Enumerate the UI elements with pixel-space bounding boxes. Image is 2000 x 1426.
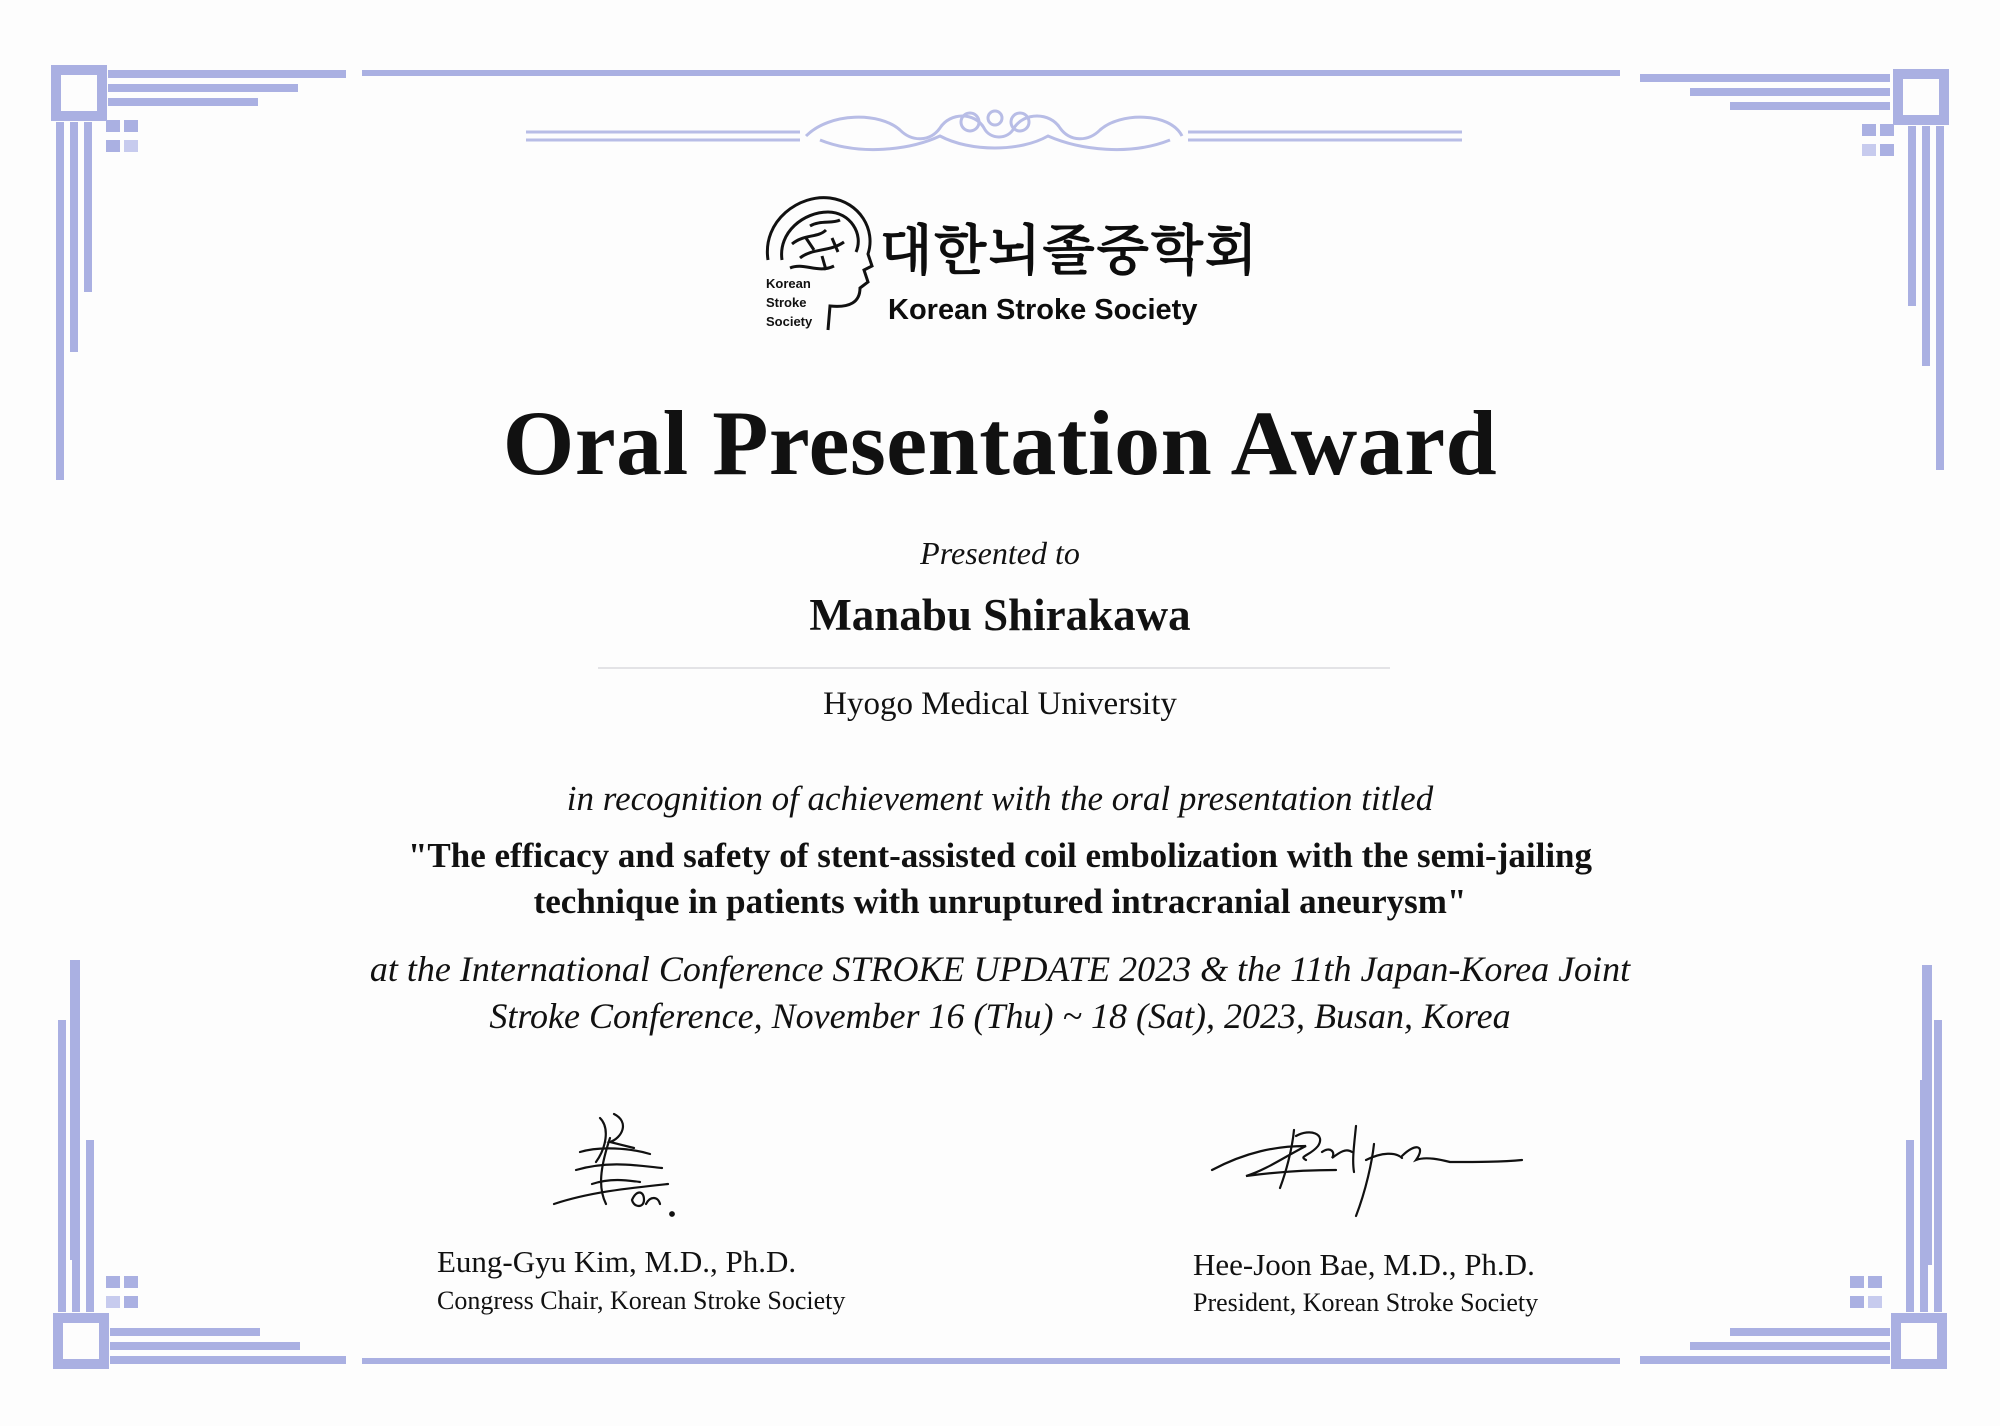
logo-mark-line: Stroke	[766, 295, 807, 310]
signature-left	[540, 1108, 700, 1226]
corner-top-left	[56, 70, 346, 412]
logo-mark-line: Society	[766, 314, 813, 329]
signatory-role-left: Congress Chair, Korean Stroke Society	[437, 1286, 846, 1315]
logo-mark-line: Korean	[766, 276, 811, 291]
ornament-scroll-icon	[526, 111, 1462, 150]
society-logo	[760, 190, 1260, 340]
logo-english-name: Korean Stroke Society	[888, 294, 1198, 326]
recipient-name: Manabu Shirakawa	[809, 590, 1191, 640]
presentation-title-line: technique in patients with unruptured intracranial aneurysm"	[533, 882, 1467, 921]
recipient-affiliation: Hyogo Medical University	[823, 686, 1177, 722]
logo-korean-name: 대한뇌졸중학회	[880, 219, 1260, 282]
conference-details	[0, 946, 2000, 1040]
conference-line: Stroke Conference, November 16 (Thu) ~ 18 (Sat), 2023, Busan, Korea	[489, 996, 1511, 1036]
presented-to-label: Presented to	[920, 535, 1080, 571]
signatory-name-left: Eung-Gyu Kim, M.D., Ph.D.	[437, 1244, 797, 1279]
signature-right	[1206, 1116, 1526, 1226]
recognition-text: in recognition of achievement with the oral presentation titled	[566, 779, 1434, 818]
signatory-name-right: Hee-Joon Bae, M.D., Ph.D.	[1193, 1247, 1535, 1282]
logo-mark-text	[766, 274, 836, 331]
presentation-title	[0, 833, 2000, 925]
award-title: Oral Presentation Award	[502, 392, 1498, 494]
presentation-title-line: "The efficacy and safety of stent-assisted coil embolization with the semi-jailing	[407, 836, 1593, 875]
corner-bottom-left	[58, 1020, 346, 1364]
corner-top-right	[1640, 74, 1944, 426]
signatory-role-right: President, Korean Stroke Society	[1193, 1288, 1539, 1317]
corner-bottom-right	[1640, 1020, 1942, 1364]
conference-line: at the International Conference STROKE UPDATE 2023 & the 11th Japan-Korea Joint	[369, 949, 1631, 989]
recipient-divider	[598, 667, 1390, 669]
